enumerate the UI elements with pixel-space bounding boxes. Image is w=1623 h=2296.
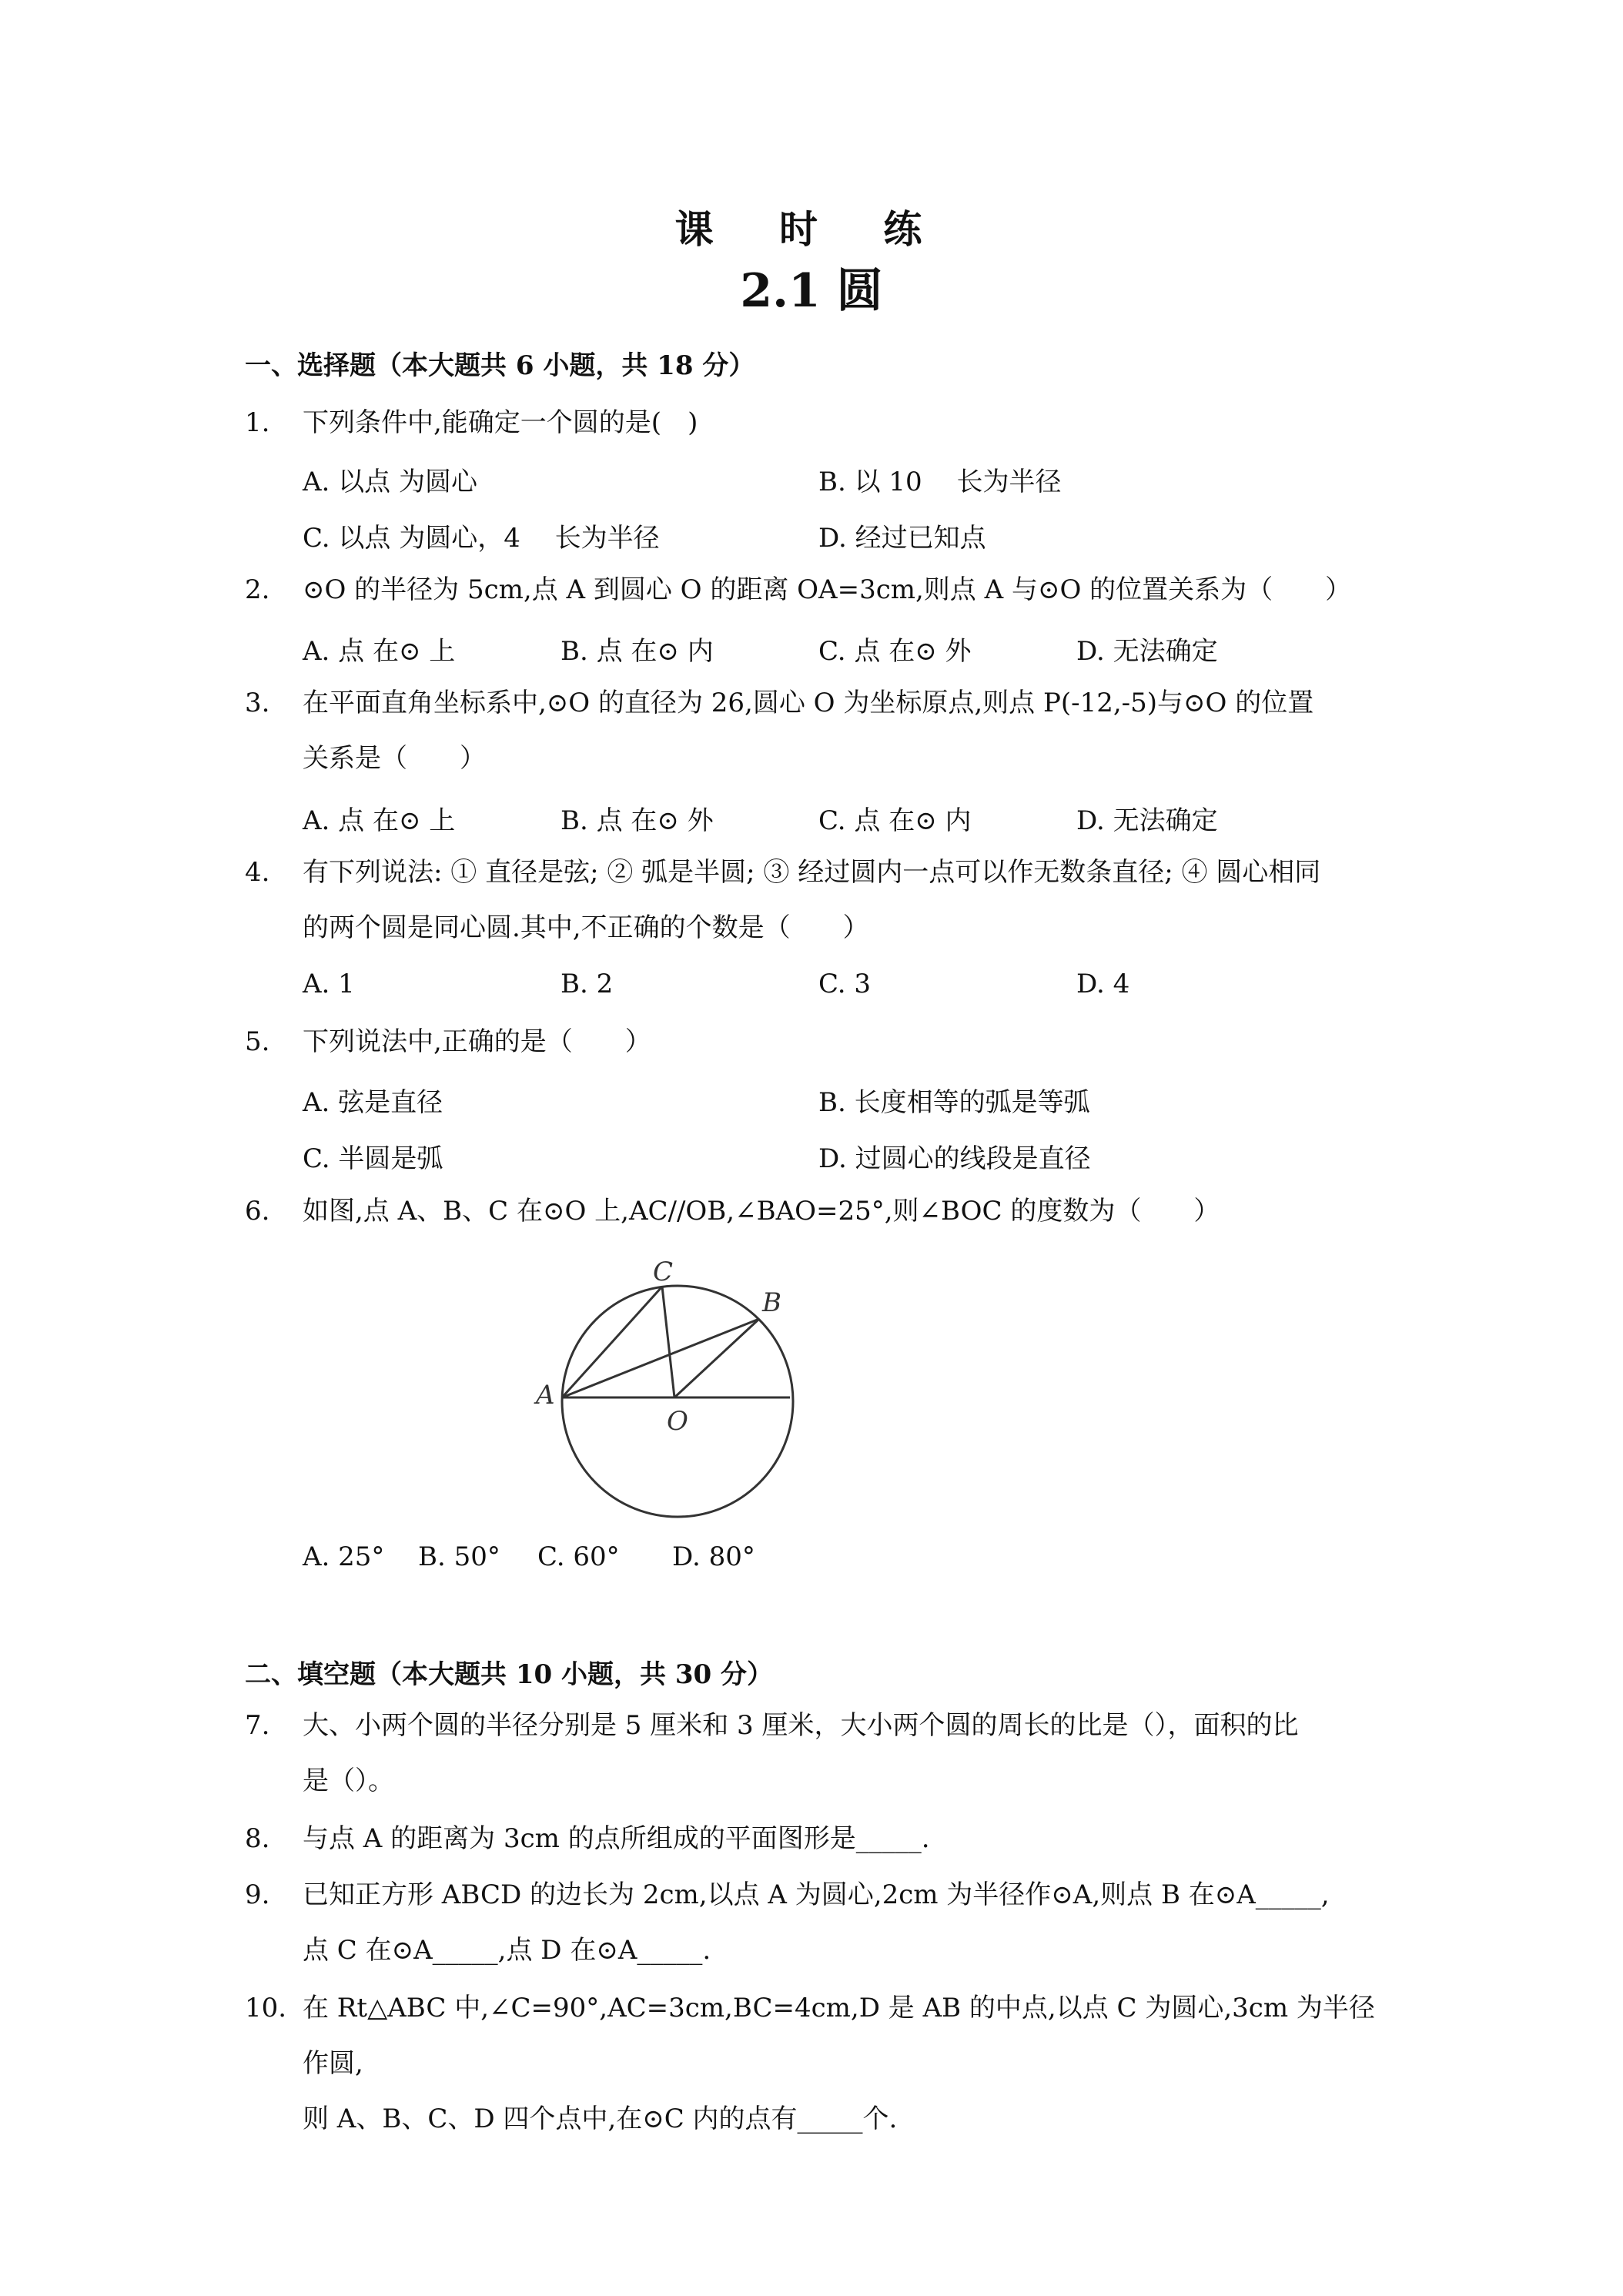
question-stem: 下列条件中,能确定一个圆的是( ) (303, 407, 698, 438)
question-1 (245, 395, 1384, 450)
question-stem-line2: 的两个圆是同心圆.其中,不正确的个数是（ ） (303, 912, 869, 943)
question-number: 6. (245, 1196, 270, 1227)
option-a: A. 以点 为圆心 (303, 467, 477, 497)
question-7 (245, 1698, 1384, 1809)
question-9 (245, 1867, 1384, 1978)
option-c: C. 60° (537, 1541, 620, 1572)
question-line1: 在 Rt△ABC 中,∠C=90°,AC=3cm,BC=4cm,D 是 AB 的中点,以点 C 为圆心,3cm 为半径作圆, (303, 1993, 1375, 2079)
option-d: D. 经过已知点 (818, 523, 986, 554)
option-b: B. 50° (418, 1541, 500, 1572)
option-d: D. 80° (672, 1541, 755, 1572)
question-3 (245, 675, 1384, 786)
question-stem-line2: 关系是（ ） (303, 743, 486, 774)
question-6 (245, 1183, 1384, 1239)
question-number: 9. (245, 1879, 270, 1910)
circle-diagram (531, 1251, 808, 1536)
question-line1: 已知正方形 ABCD 的边长为 2cm,以点 A 为圆心,2cm 为半径作⊙A,则点 B 在⊙A_____, (303, 1879, 1330, 1910)
option-d: D. 过圆心的线段是直径 (818, 1143, 1091, 1174)
label-b: B (762, 1287, 781, 1318)
segment-ac (562, 1287, 662, 1397)
question-stem: 下列说法中,正确的是（ ） (303, 1026, 651, 1057)
section2-heading: 二、填空题（本大题共 10 小题，共 30 分） (245, 1659, 773, 1690)
question-number: 5. (245, 1026, 270, 1057)
option-c: C. 点 在⊙ 外 (818, 636, 972, 667)
segment-bo (674, 1319, 759, 1397)
question-number: 4. (245, 857, 270, 888)
question-stem: ⊙O 的半径为 5cm,点 A 到圆心 O 的距离 OA=3cm,则点 A 与⊙O 的位置关系为（ ） (303, 574, 1352, 605)
option-d: D. 无法确定 (1076, 805, 1218, 836)
segment-co (662, 1287, 674, 1397)
segment-ab (562, 1319, 759, 1397)
question-10 (245, 1980, 1384, 2147)
option-a: A. 点 在⊙ 上 (303, 636, 456, 667)
option-c: C. 半圆是弧 (303, 1143, 443, 1174)
question-line1: 大、小两个圆的半径分别是 5 厘米和 3 厘米，大小两个圆的周长的比是（），面积的比 (303, 1710, 1299, 1741)
option-b: B. 以 10 长为半径 (818, 467, 1062, 497)
question-stem: 如图,点 A、B、C 在⊙O 上,AC//OB,∠BAO=25°,则∠BOC 的度数为（ ） (303, 1196, 1220, 1227)
option-a: A. 点 在⊙ 上 (303, 805, 456, 836)
label-a: A (536, 1380, 555, 1411)
option-b: B. 点 在⊙ 外 (561, 805, 714, 836)
option-c: C. 3 (818, 969, 872, 999)
question-line1: 与点 A 的距离为 3cm 的点所组成的平面图形是_____. (303, 1823, 930, 1854)
option-a: A. 25° (303, 1541, 385, 1572)
label-c: C (653, 1257, 674, 1287)
option-d: D. 4 (1076, 969, 1130, 999)
option-c: C. 以点 为圆心，4 长为半径 (303, 523, 660, 554)
question-number: 1. (245, 407, 270, 438)
question-8 (245, 1811, 1384, 1866)
option-b: B. 长度相等的弧是等弧 (818, 1087, 1090, 1118)
option-b: B. 点 在⊙ 内 (561, 636, 714, 667)
page-title: 课 时 练 (674, 206, 949, 252)
question-4 (245, 845, 1384, 956)
page-subtitle: 2.1 圆 (740, 264, 883, 318)
option-d: D. 无法确定 (1076, 636, 1218, 667)
question-stem-line1: 在平面直角坐标系中,⊙O 的直径为 26,圆心 O 为坐标原点,则点 P(-12,-5)与⊙O 的位置 (303, 688, 1314, 718)
question-stem-line1: 有下列说法: ① 直径是弦; ② 弧是半圆; ③ 经过圆内一点可以作无数条直径; ④ 圆心相同 (303, 857, 1321, 888)
question-number: 3. (245, 688, 270, 718)
option-a: A. 弦是直径 (303, 1087, 443, 1118)
option-a: A. 1 (303, 969, 355, 999)
option-c: C. 点 在⊙ 内 (818, 805, 972, 836)
question-2 (245, 562, 1384, 618)
section1-heading: 一、选择题（本大题共 6 小题，共 18 分） (245, 350, 755, 381)
question-number: 8. (245, 1823, 270, 1854)
question-number: 2. (245, 574, 270, 605)
option-b: B. 2 (561, 969, 614, 999)
question-number: 7. (245, 1710, 270, 1741)
question-5 (245, 1014, 1384, 1069)
label-o: O (667, 1406, 688, 1437)
question-line2: 是（）。 (303, 1766, 394, 1796)
question-line2: 则 A、B、C、D 四个点中,在⊙C 内的点有_____个. (303, 2104, 898, 2134)
question-line2: 点 C 在⊙A_____,点 D 在⊙A_____. (303, 1935, 711, 1966)
question-number: 10. (245, 1993, 287, 2023)
